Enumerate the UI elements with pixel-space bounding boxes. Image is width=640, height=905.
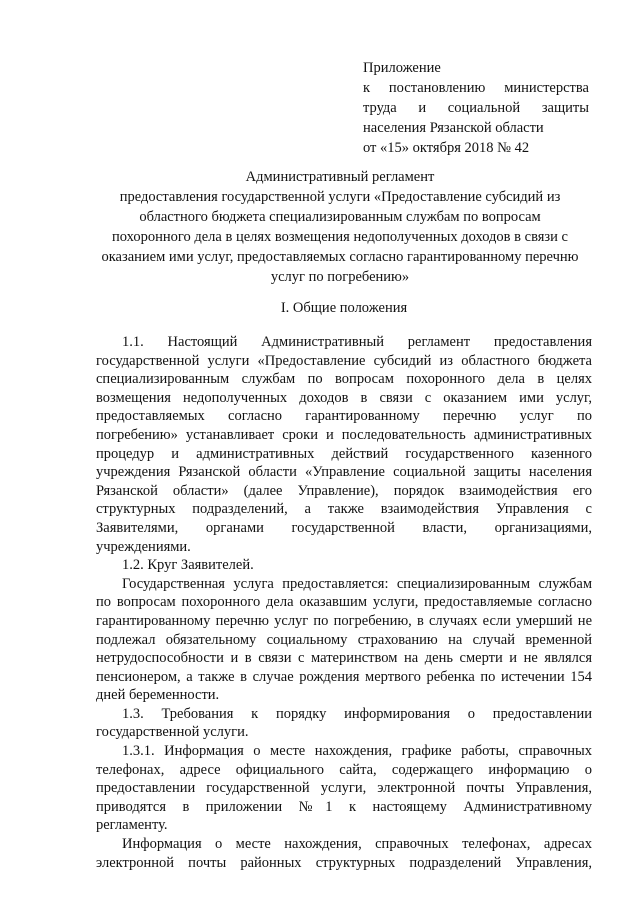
document-title — [90, 167, 590, 287]
body-line: нетрудоспособности и в связи с материнством на день смерти и не являлся — [96, 650, 592, 667]
appendix-line: Приложение — [363, 60, 441, 76]
section-heading: I. Общие положения — [280, 300, 408, 316]
appendix-block — [363, 58, 589, 158]
body-line: Заявителями, органами государственной власти, организациями, — [96, 519, 592, 536]
body-line: процедур и административных действий государственного казенного — [96, 445, 592, 462]
title-line: похоронного дела в целях возмещения недополученных доходов в связи с — [112, 229, 568, 245]
body-line: учреждениями. — [96, 538, 191, 555]
body-line: дней беременности. — [96, 687, 220, 704]
body-line: предоставляемых согласно гарантированному перечню услуг по — [96, 408, 592, 425]
body-line: 1.2. Круг Заявителей. — [122, 557, 254, 574]
document-body — [96, 333, 592, 872]
body-line: специализированным службам по вопросам похоронного дела в целях — [96, 371, 592, 388]
body-line: подлежал обязательному социальному страхованию на случай временной — [96, 631, 592, 648]
title-line: услуг по погребению» — [270, 269, 410, 285]
body-line: регламенту. — [96, 817, 168, 834]
body-line: погребению» устанавливает сроки и последовательность административных — [96, 426, 592, 443]
body-line: гарантированному перечню услуг по погребению, в случаях если умерший не — [96, 612, 592, 629]
body-line: 1.3. Требования к порядку информирования о предоставлении — [122, 705, 592, 722]
body-line: 1.3.1. Информация о месте нахождения, графике работы, справочных — [122, 743, 592, 760]
body-line: предоставлении государственной услуги, электронной почты Управления, — [96, 780, 592, 797]
appendix-line: от «15» октября 2018 № 42 — [363, 140, 530, 156]
title-line: Административный регламент — [245, 169, 435, 185]
appendix-line: населения Рязанской области — [363, 120, 544, 136]
title-line: областного бюджета специализированным службам по вопросам — [139, 209, 541, 225]
body-line: государственной услуги «Предоставление субсидий из областного бюджета — [96, 352, 592, 369]
body-line: по вопросам похоронного дела оказавшим услуги, предоставляемые согласно — [96, 594, 592, 611]
body-line: приводятся в приложении №1 к настоящему Административному — [96, 798, 592, 815]
body-line: структурных подразделений, а также взаимодействия Управления с — [96, 501, 592, 518]
title-line: оказанием ими услуг, предоставляемых согласно гарантированному перечню — [101, 249, 579, 265]
body-line: электронной почты районных структурных подразделений Управления, — [96, 854, 592, 871]
title-line: предоставления государственной услуги «Предоставление субсидий из — [119, 189, 561, 205]
appendix-line: к постановлению министерства — [363, 80, 589, 96]
body-line: Информация о месте нахождения, справочных телефонах, адресах — [122, 836, 592, 853]
body-line: возмещения недополученных доходов в связи с оказанием ими услуг, — [96, 389, 592, 406]
body-line: пенсионером, а также в случае рождения мертвого ребенка по истечении 154 — [96, 668, 592, 685]
body-line: государственной услуги. — [96, 724, 249, 741]
body-line: Рязанской области» (далее Управление), порядок взаимодействия его — [96, 482, 592, 499]
body-line: 1.1. Настоящий Административный регламент предоставления — [122, 334, 592, 350]
body-line: учреждения Рязанской области «Управление социальной защиты населения — [96, 464, 592, 481]
body-line: Государственная услуга предоставляется: специализированным службам — [122, 575, 592, 592]
appendix-line: труда и социальной защиты — [363, 100, 589, 116]
body-line: телефонах, адресе официального сайта, содержащего информацию о — [96, 761, 592, 778]
